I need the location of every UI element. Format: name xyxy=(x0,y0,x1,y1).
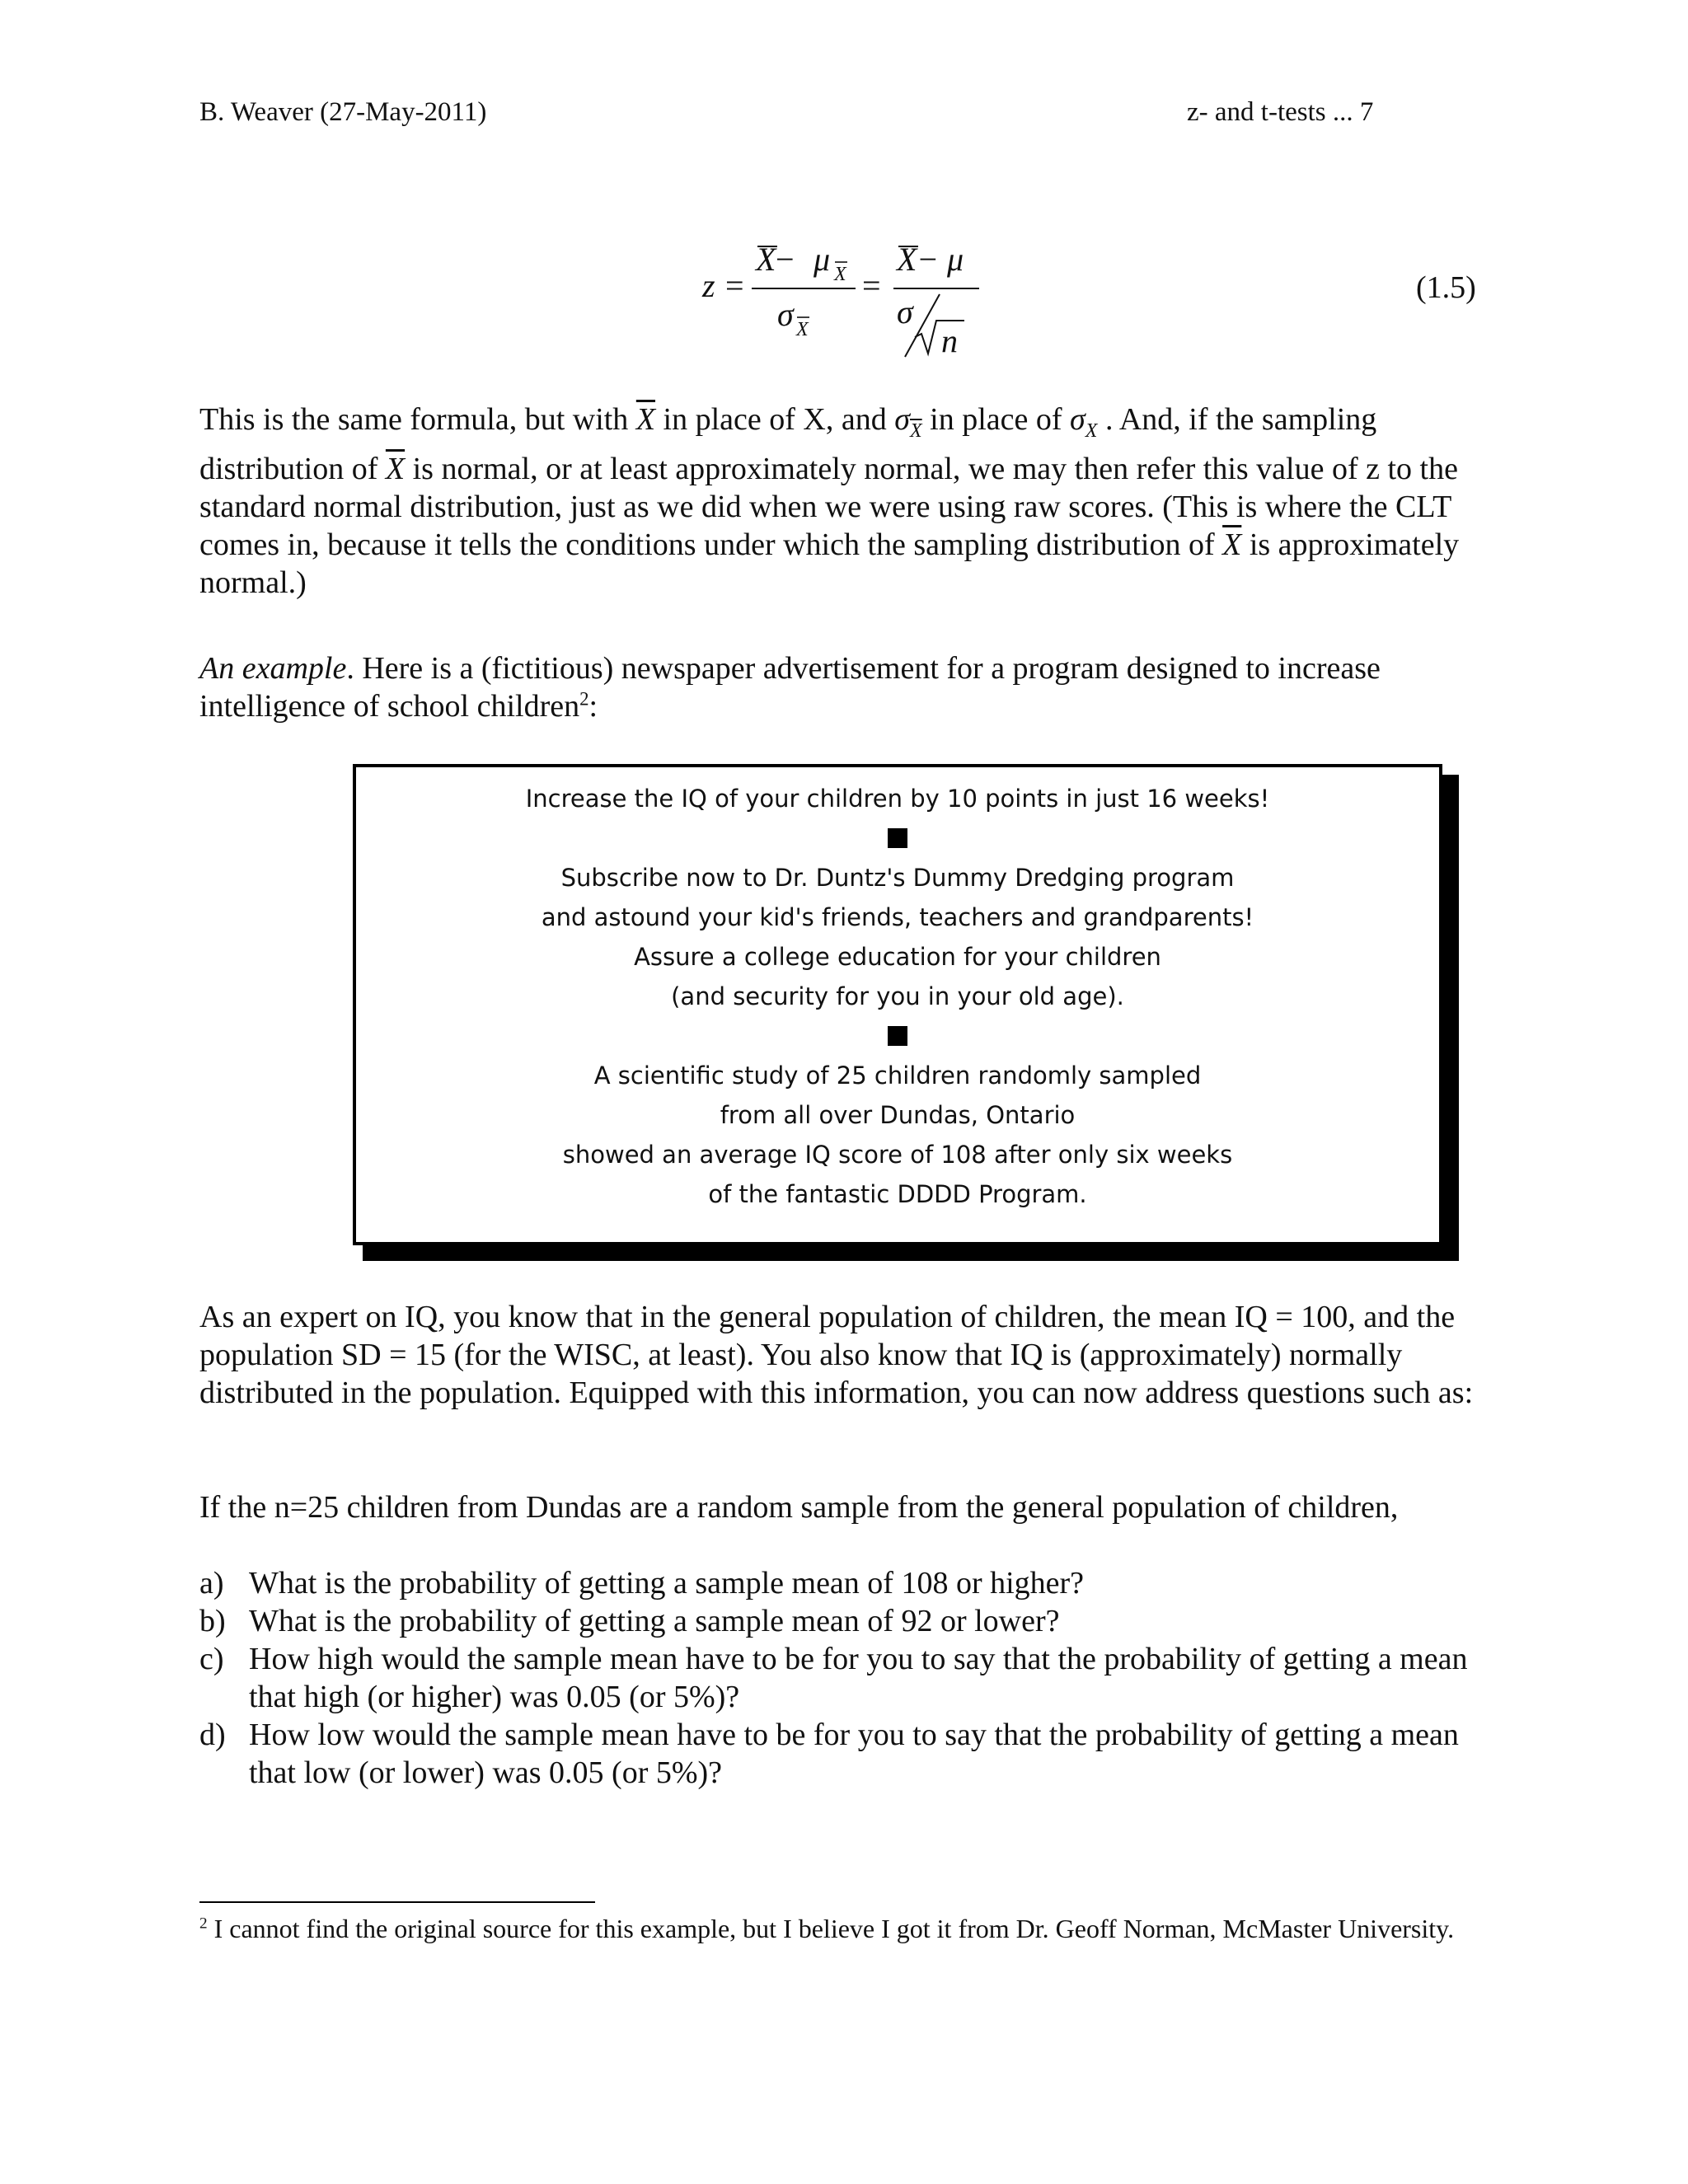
eq-den2-n: n xyxy=(941,322,958,359)
square-bullet-icon xyxy=(888,828,907,848)
p1-xbar-3: $\overline{X}$ xyxy=(1222,527,1242,562)
footnote-rule xyxy=(199,1901,595,1903)
p1-sigma-2-sub: X xyxy=(1085,419,1098,442)
p1-text-2: in place of X, and xyxy=(655,402,895,437)
ad-line: and astound your kid's friends, teachers and grandparents! xyxy=(541,903,1254,931)
eq-num2-rest: − μ xyxy=(917,241,964,278)
eq-z: z xyxy=(702,267,715,304)
p3-text: As an expert on IQ, you know that in the general population of children, the mean IQ = 100, and the population SD = 15 (for the WISC, at least). You also know that IQ is (approximately) normally distributed in the population. Equipped with this information, you can now address questions such as: xyxy=(199,1300,1474,1410)
list-item-text: How high would the sample mean have to be for you to say that the probability of getting a mean that high (or higher) was 0.05 (or 5%)? xyxy=(249,1642,1468,1714)
p1-sigma-1: σ xyxy=(894,402,910,437)
question-list xyxy=(199,1564,1493,1792)
eq-num2-x: X xyxy=(897,241,917,278)
list-item-label: c) xyxy=(199,1642,224,1676)
footnote-ref-2: 2 xyxy=(579,688,589,710)
eq-den1-sub: X xyxy=(796,319,809,340)
list-item-label: a) xyxy=(199,1566,224,1601)
eq-num1-mu: μ xyxy=(814,241,831,278)
list-item-text: What is the probability of getting a sample mean of 92 or lower? xyxy=(249,1604,1060,1638)
p1-text-4: . And, if the sampling distribution of xyxy=(199,402,1377,486)
eq-num1-x: X xyxy=(756,241,776,278)
list-item-text: How low would the sample mean have to be for you to say that the probability of getting a mean that low (or lower) was 0.05 (or 5%)? xyxy=(249,1718,1459,1790)
p1-xbar-2: $\overline{X}$ xyxy=(385,451,406,486)
eq-den1-sigma: σ xyxy=(777,296,794,333)
ad-headline: Increase the IQ of your children by 10 points in just 16 weeks! xyxy=(525,785,1270,813)
p1-sigma-2: σ xyxy=(1070,402,1085,437)
running-header-author: B. Weaver (27-May-2011) xyxy=(199,97,487,127)
ad-line: A scientific study of 25 children randomly sampled xyxy=(593,1062,1202,1090)
ad-line: Subscribe now to Dr. Duntz's Dummy Dredging program xyxy=(560,864,1235,892)
ad-line: Assure a college education for your children xyxy=(634,943,1161,971)
footnote xyxy=(199,1912,1469,1945)
list-item xyxy=(199,1564,1493,1602)
paragraph-2 xyxy=(199,649,1493,725)
eq-equals-2: = xyxy=(862,267,881,304)
p1-text-3: in place of xyxy=(921,402,1071,437)
p1-sigma-1-sub: X xyxy=(909,419,922,442)
paragraph-4 xyxy=(199,1488,1493,1526)
paragraph-3 xyxy=(199,1298,1493,1412)
eq-den2-sigma: σ xyxy=(897,293,913,330)
p1-xbar-1: $\overline{X}$ xyxy=(635,402,656,437)
list-item xyxy=(199,1640,1493,1716)
p2-text: . Here is a (fictitious) newspaper advertisement for a program designed to increase intelligence of school children xyxy=(199,651,1381,724)
p1-text-1: This is the same formula, but with xyxy=(199,402,636,437)
ad-line: showed an average IQ score of 108 after only six weeks xyxy=(562,1141,1233,1169)
square-bullet-icon xyxy=(888,1026,907,1046)
list-item xyxy=(199,1716,1493,1792)
running-header-page: z- and t-tests ... 7 xyxy=(1187,97,1374,127)
equation-number: (1.5) xyxy=(1416,270,1476,305)
list-item-label: b) xyxy=(199,1604,226,1638)
equation-1-5 xyxy=(692,235,989,367)
eq-equals-1: = xyxy=(725,267,744,304)
ad-line: of the fantastic DDDD Program. xyxy=(708,1180,1087,1208)
eq-num1-minus: − xyxy=(776,241,795,278)
ad-line: (and security for you in your old age). xyxy=(671,982,1124,1010)
p2-end: : xyxy=(588,689,598,724)
list-item-label: d) xyxy=(199,1718,226,1752)
paragraph-1 xyxy=(199,401,1493,602)
list-item xyxy=(199,1602,1493,1640)
list-item-text: What is the probability of getting a sample mean of 108 or higher? xyxy=(249,1566,1085,1601)
advertisement-box xyxy=(353,764,1442,1245)
eq-num1-mu-sub: X xyxy=(834,264,846,285)
p2-italic-lead: An example xyxy=(199,651,347,686)
p1-text-5: is normal, or at least approximately normal, we may then refer this value of z to the standard normal distribution, just as we did when we were using raw scores. (This is where the CLT comes in, because it tells the conditions under which the sampling distribution of xyxy=(199,451,1458,562)
ad-line: from all over Dundas, Ontario xyxy=(720,1101,1076,1129)
footnote-number: 2 xyxy=(199,1915,208,1933)
p1-text-6: is approximately normal.) xyxy=(199,527,1460,600)
footnote-text: I cannot find the original source for this example, but I believe I got it from Dr. Geoff Norman, McMaster University. xyxy=(207,1914,1455,1943)
p4-text: If the n=25 children from Dundas are a random sample from the general population of children, xyxy=(199,1490,1399,1525)
